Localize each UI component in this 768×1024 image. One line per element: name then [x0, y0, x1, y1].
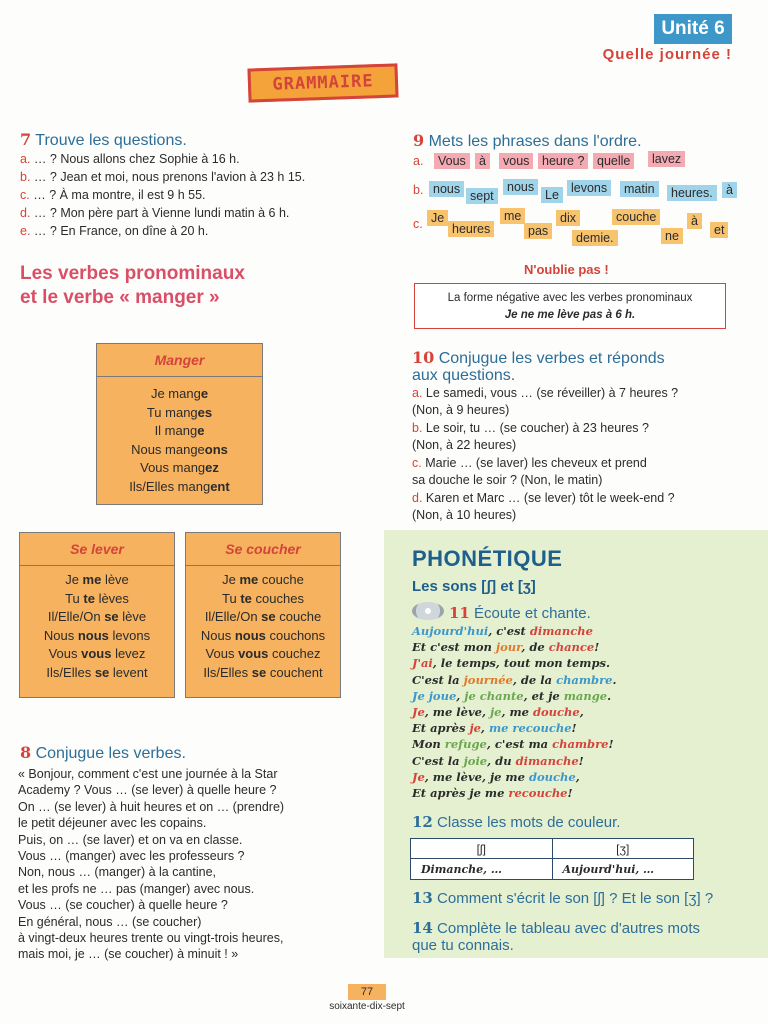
exercise-7-list [20, 150, 305, 240]
conjugation-row [97, 385, 262, 404]
conjugation-row [97, 459, 262, 478]
song-segment: Et c'est mon [412, 640, 496, 655]
subject: Nous [43, 627, 78, 643]
item-text: Le soir, tu … (se coucher) à 23 heures ? [425, 421, 649, 435]
verb: couches [251, 590, 304, 606]
song-segment: . [612, 672, 617, 687]
item-text: … ? À ma montre, il est 9 h 55. [33, 188, 206, 202]
text-line: et les profs ne … pas (manger) avec nous. [18, 881, 255, 896]
ending: e [200, 386, 209, 401]
pronoun: te [240, 590, 252, 606]
text-line: Vous … (manger) avec les professeurs ? [18, 849, 245, 864]
item-text: Marie … (se laver) les cheveux et prend [425, 456, 647, 470]
subject: Vous [48, 646, 82, 662]
song-segment: , c'est [488, 624, 530, 638]
pronoun: se [94, 664, 110, 680]
exercise-title-text: Trouve les questions. [35, 132, 187, 149]
table-header-row [411, 839, 693, 859]
song-segment: , et je [523, 688, 564, 703]
pronoun: vous [238, 646, 269, 662]
question-line [412, 490, 678, 507]
song-segment: , me [501, 705, 533, 720]
song-segment: douche [532, 705, 580, 720]
table-header-cell: [ʃ] [411, 839, 553, 859]
item-letter: b. [412, 421, 423, 435]
verb: levons [108, 627, 151, 643]
conjugation-row [20, 627, 174, 646]
song-segment: Je [412, 769, 425, 784]
word-chip[interactable]: Vous [434, 153, 470, 169]
conjugation-row [186, 590, 340, 609]
ending: ez [205, 460, 219, 476]
song-segment: , de la [512, 672, 557, 687]
item-letter: a. [412, 386, 423, 400]
se-coucher-conjugation-box [185, 532, 341, 698]
page-number-words: soixante-dix-sept [329, 1001, 405, 1012]
subject: Nous [200, 627, 235, 643]
verb: lève [101, 572, 129, 587]
word-chip[interactable]: heures. [667, 185, 717, 201]
song-line [412, 704, 616, 720]
conjugation-row [20, 645, 174, 664]
reminder-title: N'oublie pas ! [524, 262, 609, 277]
word-chip[interactable]: à [475, 153, 490, 169]
sound-table [410, 838, 694, 880]
verb: couchons [265, 627, 326, 643]
song-lyrics [412, 623, 616, 801]
text-line: Vous … (se coucher) à quelle heure ? [18, 898, 228, 913]
subject: Il/Elle/On [47, 609, 105, 625]
exercise-12-title [412, 813, 620, 831]
ending: ons [204, 441, 228, 457]
pronoun: se [261, 609, 276, 625]
conjugation-rows [20, 566, 174, 683]
word-chip[interactable]: vous [499, 153, 533, 169]
table-header-cell: [ʒ] [553, 839, 694, 859]
item-letter: b. [413, 183, 424, 197]
question-line: (Non, à 22 heures) [412, 437, 517, 452]
stem: Je mang [150, 386, 201, 401]
conjugation-row [20, 608, 174, 627]
exercise-13-title [412, 889, 713, 907]
word-chip[interactable]: demie. [572, 230, 618, 246]
conjugation-row [97, 478, 262, 497]
exercise-number: 8 [20, 743, 32, 762]
se-lever-conjugation-box [19, 532, 175, 698]
song-segment: , [480, 721, 489, 736]
song-segment: ! [578, 753, 584, 768]
exercise-8-text [18, 766, 284, 963]
word-chip[interactable]: Je [427, 210, 448, 226]
conjugation-rows [97, 377, 262, 497]
song-segment: , du [487, 753, 516, 768]
unit-subtitle: Quelle journée ! [602, 46, 732, 63]
question-line [412, 420, 678, 437]
word-chip[interactable]: à [722, 182, 737, 198]
question-line [20, 168, 305, 186]
song-segment: , [579, 705, 584, 720]
song-segment: , le temps, tout mon temps. [432, 656, 610, 671]
item-letter: a. [413, 154, 424, 168]
word-chip[interactable]: quelle [593, 153, 634, 169]
subject: Ils/Elles [46, 664, 95, 680]
subject: Ils/Elles [203, 664, 252, 680]
verb: levez [111, 646, 146, 662]
conjugation-row [186, 645, 340, 664]
exercise-title-text: Comment s'écrit le son [ʃ] ? Et le son [ʒ] ? [437, 890, 714, 907]
exercise-title-text: Complète le tableau avec d'autres mots [437, 920, 701, 937]
exercise-7-title [20, 130, 187, 150]
question-line [412, 455, 678, 472]
song-segment: Je [412, 705, 425, 720]
subject: Tu [65, 590, 84, 606]
song-segment: chance [548, 640, 595, 655]
exercise-number: 14 [412, 919, 433, 937]
exercise-number: 9 [413, 131, 425, 150]
exercise-title-text: Écoute et chante. [474, 605, 591, 622]
verb: couchez [268, 646, 321, 662]
word-chip[interactable]: à [687, 213, 702, 229]
verb: lèves [94, 590, 129, 606]
song-segment: dimanche [529, 624, 593, 638]
exercise-number: 13 [412, 889, 433, 907]
item-text: Karen et Marc … (se lever) tôt le week-end ? [425, 491, 675, 505]
verb: levent [109, 664, 148, 680]
song-segment: joie [463, 753, 488, 768]
verb: couche [258, 572, 304, 587]
conjugation-row [186, 627, 340, 646]
question-line [412, 385, 678, 402]
conjugation-row [97, 441, 262, 460]
song-line [412, 753, 616, 769]
item-text: … ? Mon père part à Vienne lundi matin à 6 h. [33, 206, 290, 220]
item-letter: b. [20, 170, 31, 184]
verb: couche [275, 609, 322, 625]
item-letter: a. [20, 152, 31, 166]
exercise-9-title [413, 131, 642, 151]
conjugation-row [186, 608, 340, 627]
item-text: … ? Jean et moi, nous prenons l'avion à 23 h 15. [33, 170, 306, 184]
item-letter: d. [412, 491, 423, 505]
word-chip[interactable]: nous [429, 181, 464, 197]
exercise-8-title [20, 743, 186, 763]
song-segment: Et après je me [412, 786, 509, 801]
song-segment: dimanche [515, 753, 579, 768]
song-segment: , me lève, [424, 705, 490, 720]
exercise-10-list [412, 385, 678, 523]
stem: Il mang [154, 423, 198, 439]
exercise-title-text: aux questions. [412, 367, 516, 384]
song-segment: chambre [556, 672, 613, 687]
word-chip[interactable]: me [500, 208, 525, 224]
pronoun: me [82, 572, 102, 587]
song-segment: C'est la [412, 753, 464, 768]
word-chip[interactable]: levons [567, 180, 611, 196]
song-segment: refuge [444, 737, 487, 752]
song-segment: me recouche [488, 721, 572, 736]
song-segment: ! [608, 737, 614, 752]
exercise-number: 12 [412, 813, 433, 831]
table-cell: Aujourd'hui, … [562, 862, 655, 876]
verb: couchent [266, 664, 323, 680]
verb: lève [118, 609, 147, 625]
subject: Tu [222, 590, 241, 606]
text-line: On … (se lever) à huit heures et on … (prendre) [18, 799, 285, 814]
question-line: sa douche le soir ? (Non, le matin) [412, 472, 603, 487]
text-line: « Bonjour, comment c'est une journée à la Star [18, 767, 278, 781]
song-segment: , de [521, 640, 549, 655]
text-line: Puis, on … (se laver) et on va en classe. [18, 832, 243, 847]
item-letter: e. [20, 224, 31, 238]
song-segment: Mon [412, 737, 445, 752]
conjugation-title: Se coucher [186, 533, 340, 566]
text-line: à vingt-deux heures trente ou vingt-trois heures, [18, 931, 284, 946]
reminder-box [414, 283, 726, 329]
word-chip[interactable]: matin [620, 181, 659, 197]
item-text: Le samedi, vous … (se réveiller) à 7 heures ? [425, 386, 679, 400]
song-segment: journée [463, 672, 513, 687]
item-letter: c. [412, 456, 422, 470]
stem: Nous mange [131, 441, 205, 457]
exercise-number: 7 [20, 130, 32, 149]
song-line [412, 639, 616, 655]
text-line: mais moi, je … (se coucher) à minuit ! » [18, 947, 239, 962]
stem: Vous mang [140, 460, 206, 476]
word-chip[interactable]: heures [448, 221, 494, 237]
stem: Tu mang [146, 404, 198, 420]
exercise-number: 10 [412, 348, 435, 367]
song-segment: J'ai [412, 656, 433, 671]
conjugation-title: Se lever [20, 533, 174, 566]
song-line [412, 785, 616, 801]
question-line [20, 204, 305, 222]
exercise-10-title [412, 349, 665, 384]
question-line [20, 150, 305, 168]
conjugation-row [97, 422, 262, 441]
word-chip[interactable]: heure ? [538, 153, 588, 169]
exercise-11-title [449, 604, 591, 622]
section-heading-line: Les verbes pronominaux [20, 263, 245, 284]
song-segment: chambre [552, 737, 609, 752]
conjugation-row [20, 664, 174, 683]
pronoun: me [239, 572, 259, 587]
exercise-title-text: que tu connais. [412, 937, 514, 954]
question-line [20, 222, 305, 240]
song-segment: ! [594, 640, 600, 655]
exercise-title-text: Conjugue les verbes. [35, 745, 186, 762]
song-segment: , [456, 688, 465, 703]
audio-cd-icon[interactable] [412, 602, 444, 620]
conjugation-row [186, 664, 340, 683]
song-line [412, 688, 616, 704]
exercise-title-text: Conjugue les verbes et réponds [438, 350, 665, 367]
word-chip[interactable]: nous [503, 179, 538, 195]
pronoun: se [251, 664, 267, 680]
song-line [412, 720, 616, 736]
song-segment: , [575, 769, 580, 784]
song-segment: recouche [508, 786, 568, 801]
unit-badge: Unité 6 [654, 14, 732, 44]
song-segment: . [607, 688, 612, 703]
exercise-title-text: Mets les phrases dans l'ordre. [428, 133, 642, 150]
phonetique-subtitle: Les sons [ʃ] et [ʒ] [412, 578, 536, 595]
word-chip[interactable]: lavez [648, 151, 685, 167]
exercise-14-title [412, 920, 700, 954]
song-segment: , me lève, je me [424, 769, 529, 784]
song-segment: ! [571, 721, 577, 736]
stem: Ils/Elles mang [129, 478, 211, 494]
word-chip[interactable]: pas [524, 223, 552, 239]
song-line [412, 736, 616, 752]
question-line [20, 186, 305, 204]
subject: Je [65, 572, 83, 587]
ending: es [197, 404, 213, 420]
question-line: (Non, à 10 heures) [412, 507, 517, 522]
reminder-text: La forme négative avec les verbes pronominaux [447, 292, 693, 304]
pronoun: nous [234, 627, 266, 643]
song-line [412, 769, 616, 785]
word-chip[interactable]: sept [466, 188, 498, 204]
table-cell: Dimanche, … [411, 859, 553, 879]
text-line: Non, nous … (manger) à la cantine, [18, 865, 217, 880]
exercise-title-text: Classe les mots de couleur. [437, 814, 621, 831]
song-segment: je chante [464, 688, 524, 703]
word-chip[interactable]: couche [612, 209, 660, 225]
text-line: Academy ? Vous … (se lever) à quelle heure ? [18, 783, 277, 798]
conjugation-title: Manger [97, 344, 262, 377]
conjugation-row [186, 571, 340, 590]
page-number: 77 [348, 984, 386, 1000]
conjugation-row [97, 404, 262, 423]
table-row [411, 859, 693, 879]
section-heading-line: et le verbe « manger » [20, 287, 220, 308]
song-segment: mange [563, 688, 608, 703]
word-chip[interactable]: ne [661, 228, 683, 244]
subject: Vous [205, 646, 239, 662]
song-segment: C'est la [412, 672, 464, 687]
text-line: le petit déjeuner avec les copains. [18, 816, 207, 831]
conjugation-row [20, 571, 174, 590]
reminder-example: Je ne me lève pas à 6 h. [504, 309, 636, 321]
song-segment: , c'est ma [486, 737, 553, 752]
song-line [412, 655, 616, 671]
word-chip[interactable]: et [710, 222, 728, 238]
grammaire-banner: GRAMMAIRE [247, 63, 398, 102]
ending: ent [210, 478, 230, 494]
pronoun: vous [81, 646, 112, 662]
song-segment: je [489, 705, 502, 720]
ending: e [197, 423, 205, 439]
subject: Je [222, 572, 240, 587]
song-segment: Je joue [412, 688, 457, 703]
song-segment: Et après [412, 721, 470, 736]
pronoun: te [83, 590, 95, 606]
song-segment: ! [567, 786, 573, 801]
section-heading [20, 262, 245, 310]
phonetique-title: PHONÉTIQUE [412, 546, 563, 571]
item-letter: d. [20, 206, 31, 220]
item-letter: c. [413, 217, 423, 231]
item-text: … ? Nous allons chez Sophie à 16 h. [33, 152, 240, 166]
text-line: En général, nous … (se coucher) [18, 914, 202, 929]
word-chip[interactable]: dix [556, 210, 580, 226]
subject: Il/Elle/On [204, 609, 262, 625]
song-line [412, 623, 616, 639]
question-line: (Non, à 9 heures) [412, 402, 510, 417]
conjugation-rows [186, 566, 340, 683]
song-line [412, 672, 616, 688]
pronoun: se [104, 609, 119, 625]
item-letter: c. [20, 188, 30, 202]
song-segment: Aujourd'hui [412, 624, 489, 638]
conjugation-row [20, 590, 174, 609]
song-segment: douche [528, 769, 576, 784]
exercise-number: 11 [449, 604, 470, 622]
pronoun: nous [77, 627, 109, 643]
song-segment: jour [495, 640, 522, 655]
manger-conjugation-box [96, 343, 263, 505]
item-text: … ? En France, on dîne à 20 h. [33, 224, 209, 238]
word-chip[interactable]: Le [541, 187, 563, 203]
song-segment: je [469, 721, 481, 736]
